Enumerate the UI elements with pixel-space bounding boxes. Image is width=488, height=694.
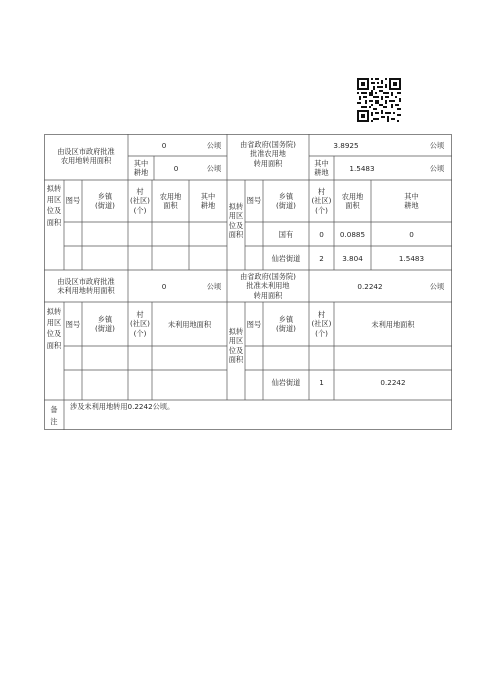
unused-right-header-village — [309, 310, 334, 338]
agri-right-header-town — [263, 192, 309, 211]
table-row-agri-2-town: 仙岩街道 — [271, 254, 301, 263]
agri-right-header-agri-area — [334, 192, 371, 211]
unused-prov-label-line3: 转用面积 — [253, 290, 283, 300]
unused-side-label-right-line4: 面积 — [228, 355, 244, 365]
agri-side-label-right — [227, 202, 245, 240]
unused-side-label-right — [227, 327, 245, 365]
agri-city-label-line2: 农用地转用面积 — [60, 156, 112, 166]
table-row-agri-1-arable: 0 — [409, 230, 414, 239]
agri-city-label — [44, 147, 128, 166]
agri-prov-label — [227, 140, 309, 168]
agri-right-header-village-line3: (个) — [315, 205, 328, 215]
agri-city-value: 0 — [161, 141, 167, 150]
agri-prov-label-line3: 转用面积 — [253, 158, 283, 168]
unused-prov-unit: 公顷 — [429, 282, 445, 291]
agri-city-label-line1: 由设区市政府批准 — [57, 147, 115, 156]
table-row-agri-2-agri-area: 3.804 — [342, 254, 363, 263]
unused-header-village — [128, 310, 152, 338]
agri-side-label-right-line2: 用区 — [228, 211, 244, 221]
remarks-text: 涉及未利用地转用0.2242公顷。 — [70, 402, 175, 411]
remarks-label-line2: 注 — [50, 417, 58, 426]
agri-header-agri-area — [152, 192, 189, 211]
unused-right-header-map-no: 图号 — [246, 320, 262, 329]
unused-city-label-line1: 由设区市政府批准 — [57, 277, 115, 286]
unused-right-header-village-line1: 村 — [317, 310, 326, 319]
agri-side-label-right-line4: 面积 — [228, 230, 244, 240]
agri-right-header-arable — [371, 192, 452, 211]
agri-city-arable-unit: 公顷 — [206, 164, 222, 173]
unused-right-header-town-line2: (街道) — [276, 324, 296, 334]
unused-header-town-line2: (街道) — [95, 324, 115, 334]
agri-header-arable-line1: 其中 — [200, 192, 216, 201]
unused-city-unit: 公顷 — [206, 282, 222, 291]
agri-side-label-right-line3: 位及 — [228, 220, 244, 230]
agri-header-village-line3: (个) — [133, 205, 147, 215]
unused-side-label-left: 拟转用区位及面积 — [46, 307, 62, 350]
agri-header-town-line2: (街道) — [95, 201, 115, 211]
agri-right-header-arable-line2: 耕地 — [404, 201, 419, 211]
unused-side-label-right-line3: 位及 — [228, 345, 244, 355]
agri-right-header-map-no: 图号 — [246, 196, 262, 205]
table-row-agri-1-town: 国有 — [278, 230, 294, 239]
agri-header-arable — [189, 192, 227, 211]
table-row-agri-1-village: 0 — [319, 230, 324, 239]
table-row-agri-2-arable: 1.5483 — [398, 254, 425, 263]
unused-city-value: 0 — [161, 282, 167, 291]
agri-prov-unit: 公顷 — [429, 141, 445, 150]
agri-right-header-agri-area-line2: 面积 — [345, 201, 360, 211]
unused-prov-label — [227, 272, 309, 300]
unused-right-header-town — [263, 315, 309, 334]
unused-side-label-right-line1: 拟转 — [228, 327, 244, 336]
table-row-agri-1-agri-area: 0.0885 — [339, 230, 366, 239]
agri-prov-arable-label-line1: 其中 — [314, 159, 329, 168]
land-conversion-form — [44, 134, 452, 430]
agri-city-arable-label — [128, 159, 154, 178]
unused-prov-label-line1: 由省政府(国务院) — [240, 272, 296, 281]
agri-city-arable-label-line1: 其中 — [133, 159, 149, 168]
agri-header-town — [82, 192, 128, 211]
agri-city-unit: 公顷 — [206, 141, 222, 150]
agri-header-agri-area-line1: 农用地 — [159, 192, 182, 201]
unused-city-label — [44, 277, 128, 296]
unused-header-village-line1: 村 — [136, 310, 144, 319]
unused-prov-label-line2: 批准未利用地 — [246, 281, 290, 291]
agri-city-arable-value: 0 — [173, 164, 179, 173]
agri-header-agri-area-line2: 面积 — [163, 201, 178, 211]
unused-right-header-town-line1: 乡镇 — [278, 315, 294, 324]
table-row-unused-1-unused-area: 0.2242 — [380, 378, 406, 387]
agri-prov-label-line1: 由省政府(国务院) — [240, 140, 296, 149]
agri-right-header-arable-line1: 其中 — [404, 192, 419, 201]
agri-side-label-right-line1: 拟转 — [228, 202, 244, 211]
agri-right-header-village-line1: 村 — [317, 187, 326, 196]
agri-prov-label-line2: 批准农用地 — [250, 149, 286, 159]
remarks-label — [44, 404, 64, 428]
unused-header-map-no: 图号 — [65, 320, 81, 329]
table-row-unused-1-village: 1 — [319, 378, 324, 387]
agri-prov-value: 3.8925 — [333, 141, 359, 150]
unused-city-label-line2: 未利用地转用面积 — [57, 286, 115, 296]
agri-right-header-town-line2: (街道) — [276, 201, 296, 211]
table-row-agri-2-village: 2 — [319, 254, 324, 263]
qr-code-icon — [356, 77, 402, 123]
agri-right-header-town-line1: 乡镇 — [278, 192, 294, 201]
agri-header-map-no: 图号 — [65, 196, 81, 205]
unused-header-unused-area: 未利用地面积 — [167, 320, 212, 329]
agri-city-arable-label-line2: 耕地 — [133, 168, 149, 178]
agri-header-village — [128, 187, 152, 215]
agri-prov-arable-value: 1.5483 — [349, 164, 375, 173]
agri-side-label-left: 拟转用区位及面积 — [46, 184, 62, 227]
agri-right-header-agri-area-line1: 农用地 — [341, 192, 364, 201]
table-row-unused-1-town: 仙岩街道 — [271, 378, 301, 387]
agri-prov-arable-unit: 公顷 — [429, 164, 445, 173]
unused-right-header-unused-area: 未利用地面积 — [371, 320, 415, 329]
unused-header-town-line1: 乡镇 — [97, 315, 113, 324]
unused-prov-value: 0.2242 — [357, 282, 383, 291]
unused-right-header-village-line3: (个) — [315, 328, 328, 338]
remarks-label-line1: 备 — [50, 405, 58, 414]
agri-header-village-line2: (社区) — [130, 196, 150, 206]
agri-header-arable-line2: 耕地 — [200, 201, 216, 211]
agri-prov-arable-label-line2: 耕地 — [314, 168, 329, 178]
agri-right-header-village-line2: (社区) — [311, 196, 332, 206]
agri-prov-arable-label — [309, 159, 334, 178]
unused-header-village-line3: (个) — [133, 328, 147, 338]
unused-header-village-line2: (社区) — [130, 319, 150, 329]
agri-header-village-line1: 村 — [136, 187, 144, 196]
unused-side-label-right-line2: 用区 — [228, 336, 244, 346]
agri-right-header-village — [309, 187, 334, 215]
unused-right-header-village-line2: (社区) — [311, 319, 332, 329]
unused-header-town — [82, 315, 128, 334]
agri-header-town-line1: 乡镇 — [97, 192, 113, 201]
